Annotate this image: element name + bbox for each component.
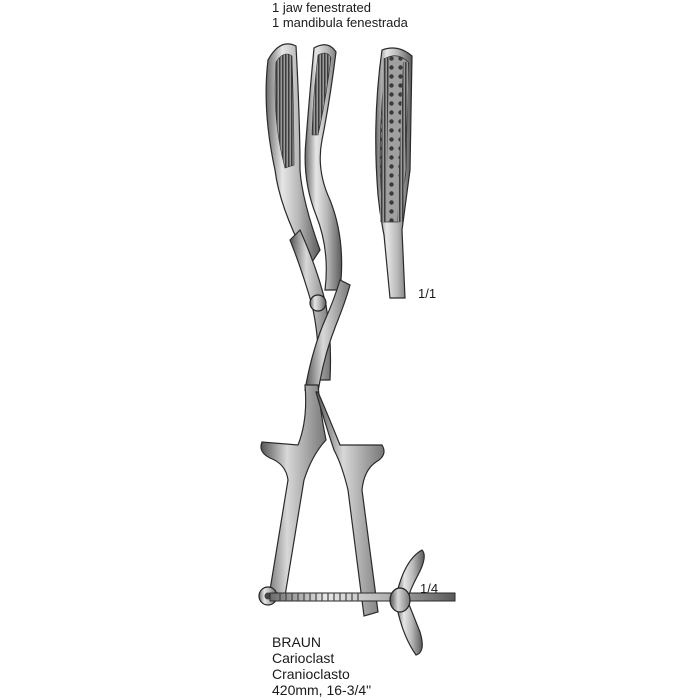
scale-label-full: 1/4: [420, 581, 439, 596]
caption-jaw-en: 1 jaw fenestrated: [272, 0, 372, 15]
product-name: BRAUN: [272, 634, 322, 650]
wing-nut: [390, 550, 424, 655]
pivot-screw: [310, 295, 326, 311]
left-handle: [259, 385, 326, 605]
right-handle: [316, 392, 384, 616]
product-type-en: Carioclast: [272, 650, 335, 666]
caption-jaw-es: 1 mandibula fenestrada: [272, 15, 408, 30]
product-info: [272, 634, 371, 698]
product-type-es: Cranioclasto: [272, 666, 350, 682]
product-size: 420mm, 16-3/4": [272, 682, 372, 698]
jaw-detail-view: [376, 48, 412, 298]
scale-label-detail: 1/1: [418, 286, 437, 301]
